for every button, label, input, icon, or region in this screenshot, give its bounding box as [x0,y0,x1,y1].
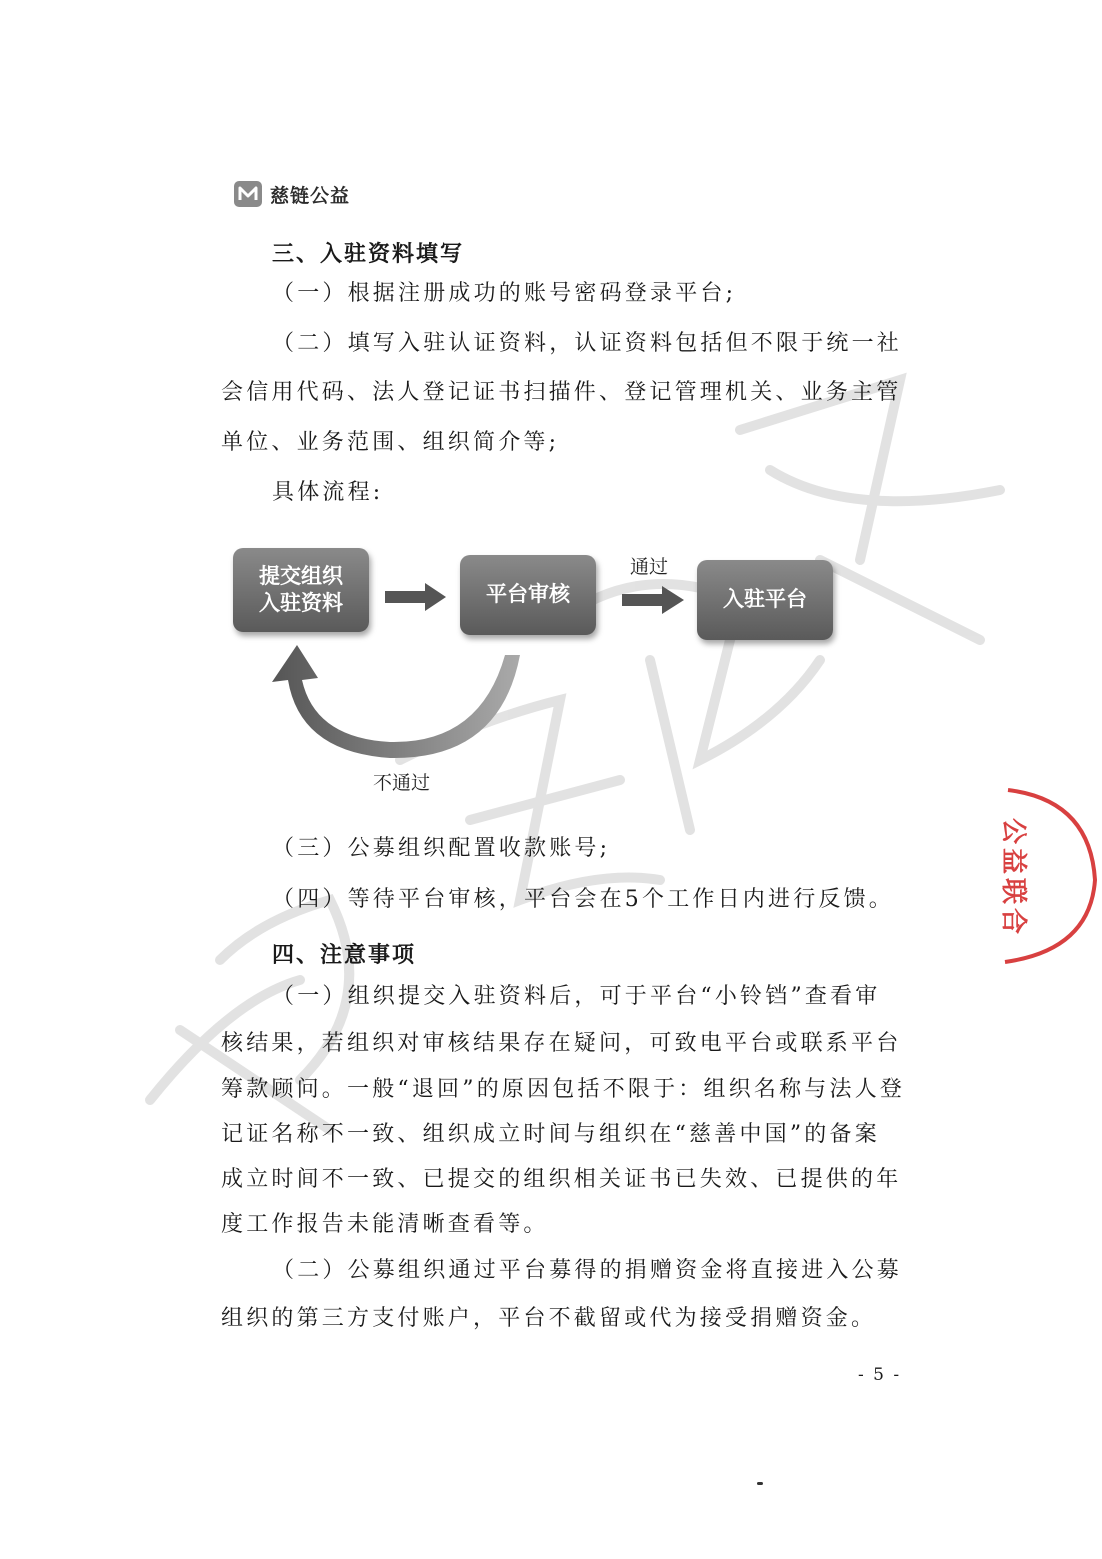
scan-mark [757,1482,763,1485]
section4-item-1-line-1: （一）组织提交入驻资料后，可于平台“小铃铛”查看审 [272,984,881,1009]
section4-item-2-line-2: 组织的第三方支付账户，平台不截留或代为接受捐赠资金。 [221,1306,877,1331]
svg-text:合: 合 [998,908,1028,935]
section3-item-2-line-2: 会信用代码、法人登记证书扫描件、登记管理机关、业务主管 [221,380,902,405]
brand-name: 慈链公益 [270,184,351,207]
flow-step-submit-label: 提交组织 入驻资料 [259,563,343,615]
svg-text:公: 公 [998,818,1028,845]
arrow-right-icon [385,583,446,611]
section4-item-1-line-3: 筹款顾问。一般“退回”的原因包括不限于：组织名称与法人登 [221,1077,906,1102]
section3-item-3: （三）公募组织配置收款账号; [272,836,611,861]
return-arrow-icon [272,645,520,758]
section4-item-1-line-2: 核结果，若组织对审核结果存在疑问，可致电平台或联系平台 [221,1031,902,1056]
flow-intro: 具体流程: [272,480,384,505]
flow-step-join-label: 入驻平台 [723,587,807,612]
arrow-right-icon [622,586,684,614]
page-number: - 5 - [858,1365,902,1385]
flow-fail-label: 不通过 [373,772,431,794]
section3-item-2-line-3: 单位、业务范围、组织简介等; [221,430,560,455]
section4-item-1-line-5: 成立时间不一致、已提交的组织相关证书已失效、已提供的年 [221,1167,902,1192]
section3-item-4: （四）等待平台审核，平台会在5个工作日内进行反馈。 [272,887,894,912]
flow-step-review-label: 平台审核 [486,582,570,607]
svg-text:联: 联 [998,878,1028,905]
section4-item-1-line-6: 度工作报告未能清晰查看等。 [221,1212,549,1237]
official-seal [980,780,1102,970]
section-heading-4: 四、注意事项 [272,943,417,968]
section3-item-1: （一）根据注册成功的账号密码登录平台; [272,281,737,306]
section3-item-2-line-1: （二）填写入驻认证资料，认证资料包括但不限于统一社 [272,331,903,356]
svg-text:益: 益 [998,848,1028,875]
section4-item-2-line-1: （二）公募组织通过平台募得的捐赠资金将直接进入公募 [272,1258,903,1283]
section-heading-3: 三、入驻资料填写 [272,242,465,267]
section4-item-1-line-4: 记证名称不一致、组织成立时间与组织在“慈善中国”的备案 [221,1122,880,1147]
flow-pass-label: 通过 [630,556,669,578]
